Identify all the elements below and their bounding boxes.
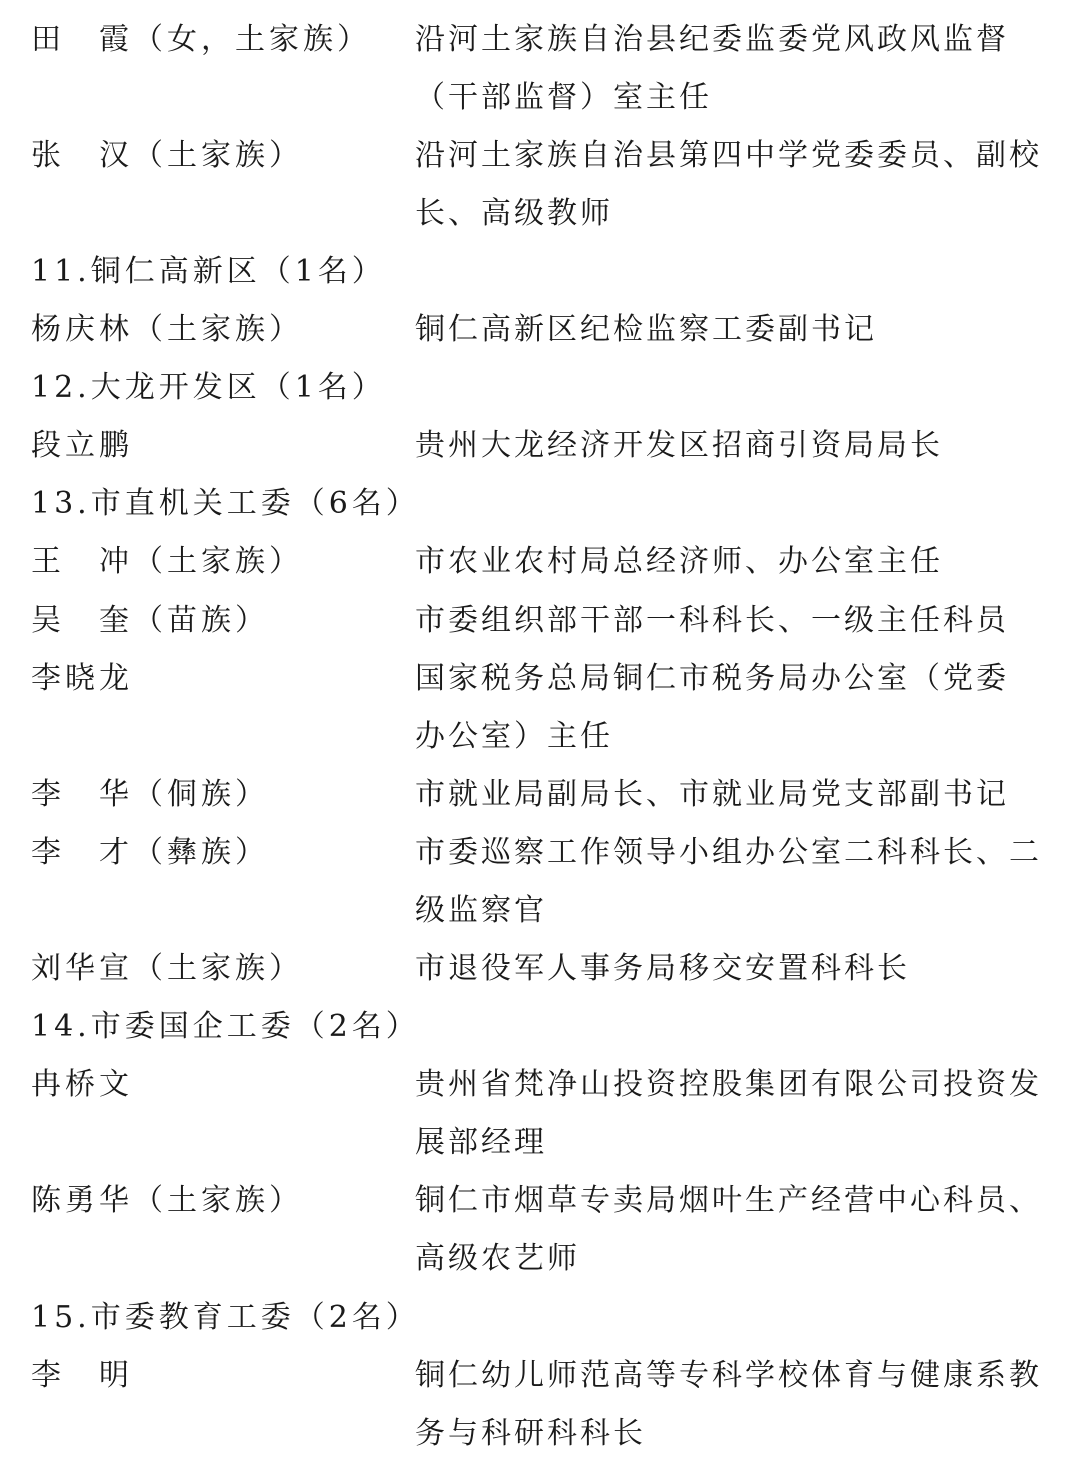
person-title-line: 贵州大龙经济开发区招商引资局局长 [415, 428, 943, 463]
person-name: 李晓龙 [31, 661, 133, 696]
person-name: 李 才（彝族） [31, 835, 269, 870]
person-name: 吴 奎（苗族） [31, 603, 269, 638]
person-title-line: 市农业农村局总经济师、办公室主任 [415, 544, 943, 579]
section-heading: 12.大龙开发区（1名） [31, 370, 386, 405]
person-title-line: 铜仁高新区纪检监察工委副书记 [415, 312, 877, 347]
section-heading: 11.铜仁高新区（1名） [31, 254, 386, 289]
person-title-line: 市委组织部干部一科科长、一级主任科员 [415, 603, 1009, 638]
person-title-line: 市委巡察工作领导小组办公室二科科长、二 [415, 835, 1042, 870]
person-title-line: 高级农艺师 [415, 1241, 580, 1276]
person-name: 刘华宣（土家族） [31, 951, 303, 986]
person-title-line: 办公室）主任 [415, 719, 613, 754]
person-name: 张 汉（土家族） [31, 138, 303, 173]
person-name: 段立鹏 [31, 428, 133, 463]
person-title-line: 沿河土家族自治县第四中学党委委员、副校 [415, 138, 1042, 173]
person-title-line: 国家税务总局铜仁市税务局办公室（党委 [415, 661, 1009, 696]
section-heading: 13.市直机关工委（6名） [31, 486, 420, 521]
person-title-line: 铜仁市烟草专卖局烟叶生产经营中心科员、 [415, 1183, 1042, 1218]
person-name: 冉桥文 [31, 1067, 133, 1102]
person-title-line: 沿河土家族自治县纪委监委党风政风监督 [415, 22, 1009, 57]
person-name: 李 华（侗族） [31, 777, 269, 812]
person-name: 杨庆林（土家族） [31, 312, 303, 347]
person-name: 田 霞（女，土家族） [31, 22, 371, 57]
person-title-line: 市就业局副局长、市就业局党支部副书记 [415, 777, 1009, 812]
person-title-line: 铜仁幼儿师范高等专科学校体育与健康系教 [415, 1358, 1042, 1393]
person-title-line: （干部监督）室主任 [415, 80, 712, 115]
person-title-line: 市退役军人事务局移交安置科科长 [415, 951, 910, 986]
person-title-line: 务与科研科科长 [415, 1416, 646, 1451]
person-title-line: 长、高级教师 [415, 196, 613, 231]
person-title-line: 贵州省梵净山投资控股集团有限公司投资发 [415, 1067, 1042, 1102]
person-name: 李 明 [31, 1358, 133, 1393]
person-name: 王 冲（土家族） [31, 544, 303, 579]
person-name: 陈勇华（土家族） [31, 1183, 303, 1218]
person-title-line: 级监察官 [415, 893, 547, 928]
section-heading: 15.市委教育工委（2名） [31, 1300, 420, 1335]
section-heading: 14.市委国企工委（2名） [31, 1009, 420, 1044]
person-title-line: 展部经理 [415, 1125, 547, 1160]
